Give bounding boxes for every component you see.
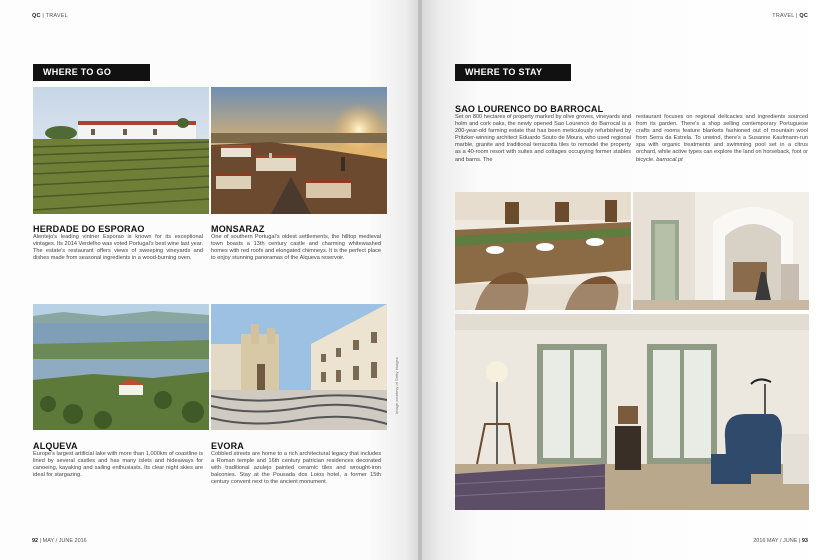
entry-title-alqueva: ALQUEVA bbox=[33, 441, 78, 451]
feature-body-col2 bbox=[636, 114, 808, 164]
alqueva-lake-photo bbox=[33, 304, 209, 430]
entry-title-evora: EVORA bbox=[211, 441, 245, 451]
left-page bbox=[0, 0, 418, 560]
dining-table-photo bbox=[455, 192, 631, 310]
brand-label: QC bbox=[799, 13, 808, 19]
folio-left bbox=[32, 538, 87, 544]
brand-label: QC bbox=[32, 13, 41, 19]
separator: | bbox=[794, 13, 800, 19]
feature-body-col2-text: restaurant focuses on regional delicacies and ingredients sourced from its garden. There's a shop selling contemporary Portuguese crafts and rooms feature blankets fashioned out of mountain wool from Serra da Estrela. To unwind, there's a Susanne Kaufmann-run spa with organic treatments and swimming pool set in a citrus orchard, while active types can explore the land on horseback, foot or bicycle. bbox=[636, 114, 808, 163]
evora-square-photo bbox=[211, 304, 387, 430]
website-link[interactable]: barrocal.pt bbox=[656, 156, 683, 163]
bedroom-photo bbox=[455, 314, 809, 510]
monsaraz-sunset-photo bbox=[211, 87, 387, 214]
entry-body-evora: Cobbled streets are home to a rich architectural legacy that includes a Roman temple and 16th century patrician residences decorated with traditional azulejo painted ceramic tiles and wrought-iron balconies. Stay at the Pousada dos Loios hotel, a former 15th century convent next to the ancient monument. bbox=[211, 451, 381, 486]
feature-title: SAO LOURENCO DO BARROCAL bbox=[455, 104, 604, 114]
entry-title-monsaraz: MONSARAZ bbox=[211, 224, 265, 234]
separator: | bbox=[797, 538, 802, 544]
section-label: TRAVEL bbox=[772, 13, 795, 19]
section-label: TRAVEL bbox=[45, 13, 68, 19]
page-number: 93 bbox=[801, 538, 808, 544]
issue-date: 2016 MAY / JUNE bbox=[753, 538, 798, 544]
where-to-stay-banner: WHERE TO STAY bbox=[455, 64, 571, 81]
running-head-left bbox=[32, 13, 68, 19]
entry-body-esporao: Alentejo's leading vintner Esporao is known for its exceptional vintages. Its 2014 Verdelho was voted Portugal's best wine last year. The estate's restaurant offers views of sweeping vineyards and dishes made from seasonal ingredients in a wood-burning oven. bbox=[33, 234, 203, 262]
where-to-go-banner: WHERE TO GO bbox=[33, 64, 150, 81]
folio-right bbox=[753, 538, 808, 544]
running-head-right bbox=[772, 13, 808, 19]
corridor-photo bbox=[633, 192, 809, 310]
separator: | bbox=[40, 13, 46, 19]
right-page bbox=[422, 0, 840, 560]
vineyard-estate-photo bbox=[33, 87, 209, 214]
entry-body-monsaraz: One of southern Portugal's oldest settlements, the hilltop medieval town boasts a 13th century castle and charming whitewashed homes with red roofs and elongated chimneys. It is the perfect place to enjoy stunning panoramas of the Alqueva reservoir. bbox=[211, 234, 381, 262]
entry-body-alqueva: Europe's largest artificial lake with more than 1,000km of coastline is lined by several castles and has many islets and hideaways for canoeing, kayaking and sailing enthusiasts. Its clear night skies are ideal for stargazing. bbox=[33, 451, 203, 479]
feature-body-col1: Set on 800 hectares of property marked by olive groves, vineyards and holm and cork oaks, the newly opened Sao Lourenco do Barrocal is a 200-year-old farming estate that has been meticulously refurbished by Pritzker-winning architect Eduardo Souto de Moura, who used regional marble, granite and traditional terracotta tiles to remodel the property as a 40-room resort with suites and cottages occupying former stables and barns. The bbox=[455, 114, 631, 163]
separator: | bbox=[38, 538, 43, 544]
entry-title-esporao: HERDADE DO ESPORAO bbox=[33, 224, 145, 234]
issue-date: MAY / JUNE 2016 bbox=[42, 538, 87, 544]
page-number: 92 bbox=[32, 538, 39, 544]
image-credit: Image courtesy of Getty Images bbox=[394, 357, 399, 414]
